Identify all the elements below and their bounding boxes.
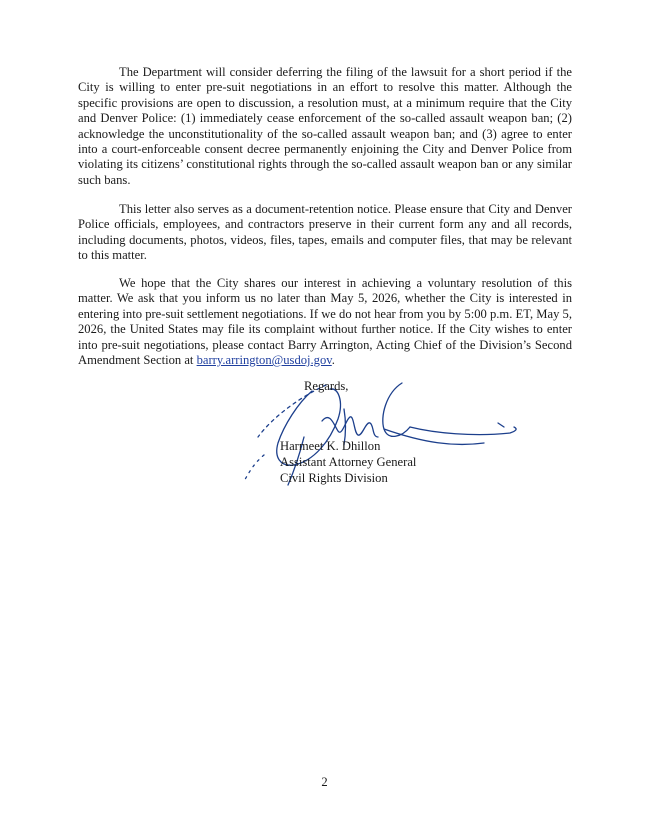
signer-division: Civil Rights Division xyxy=(280,471,388,485)
paragraph-document-retention: This letter also serves as a document-retention notice. Please ensure that City and Denver Police officials, employees, and contractors preserve in their current form any and all records, including documents, photos, videos, files, tapes, emails and computer files, that may be relevant to this matter. xyxy=(78,202,572,263)
closing-salutation: Regards, xyxy=(304,379,349,393)
paragraph-end-punctuation: . xyxy=(331,353,335,368)
signer-name: Harmeet K. Dhillon xyxy=(280,439,381,453)
paragraph-voluntary-resolution-text: We hope that the City shares our interest in achieving a voluntary resolution of this matter. We ask that you inform us no later than May 5, 2026, whether the City is interested in entering into pre-suit settlement negotiations. If we do not hear from you by 5:00 p.m. ET, May 5, 2026, the United States may file its complaint without further notice. If the City wishes to enter into pre-suit negotiations, please contact Barry Arrington, Acting Chief of the Division’s Second Amendment Section at xyxy=(78,276,572,368)
paragraph-pre-suit-negotiations: The Department will consider deferring the filing of the lawsuit for a short period if the City is willing to enter pre-suit negotiations in an effort to resolve this matter. Although the specific provisions are open to discussion, a resolution must, at a minimum require that the City and Denver Police: (1) immediately cease enforcement of the so-called assault weapon ban; (2) acknowledge the unconstitutionality of the so-called assault weapon ban; and (3) agree to enter into a court-enforceable consent decree permanently enjoining the City and Denver Police from violating its citizens’ constitutional rights through the so-called assault weapon ban or any similar such bans. xyxy=(78,65,572,187)
signature-block xyxy=(234,367,524,487)
contact-email-link[interactable]: barry.arrington@usdoj.gov xyxy=(196,353,332,368)
page-number: 2 xyxy=(321,775,328,789)
signer-title: Assistant Attorney General xyxy=(280,455,417,469)
paragraph-voluntary-resolution xyxy=(78,276,572,368)
